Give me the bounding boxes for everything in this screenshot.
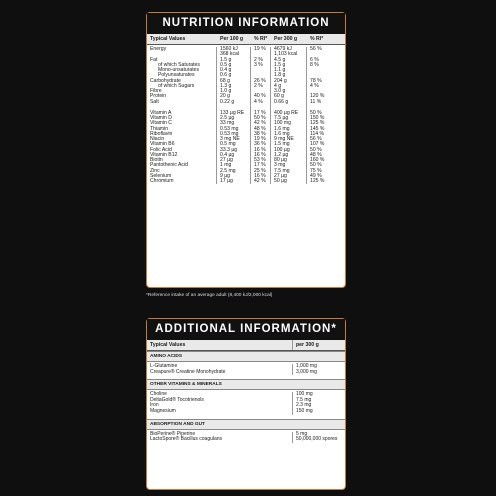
column-amount xyxy=(293,392,343,414)
nutrient-cell-label: Fibre xyxy=(150,88,162,94)
nutrient-cell-ri300: 120 % xyxy=(310,93,325,100)
nutrient-cell-p300: 3.0 g xyxy=(274,88,286,94)
nutrient-cell-ri100: 50 % xyxy=(254,115,266,121)
nutrition-title: NUTRITION INFORMATION xyxy=(147,13,345,34)
nutrient-cell-p300: 1.8 g xyxy=(274,72,286,79)
nutrient-cell-p100: 0.53 mg xyxy=(220,130,239,137)
nutrient-cell-ri100: 42 % xyxy=(254,120,266,127)
nutrient-cell-label: of which Saturates xyxy=(158,61,200,68)
nutrient-cell-p300: 4.5 g xyxy=(274,56,286,63)
ingredient-amount: 1,000 mg xyxy=(296,363,317,369)
nutrient-cell-p100: 20 g xyxy=(220,93,230,100)
nutrient-cell-label: Selenium xyxy=(150,172,172,179)
nutrient-cell-p100: 2.5 µg xyxy=(220,115,235,121)
nutrient-cell-ri100: 16 % xyxy=(254,146,266,153)
ingredient-amount: 5 mg xyxy=(296,430,308,437)
nutrient-cell-label: Vitamin C xyxy=(150,120,172,127)
nutrient-cell-p300: 1.5 g xyxy=(274,61,286,68)
nutrient-cell-ri100: 25 % xyxy=(254,167,266,174)
nutrient-cell-ri300: 125 % xyxy=(310,178,325,184)
nutrient-cell-p100: 33.3 µg xyxy=(220,146,238,153)
nutrient-cell-p300: 1.2 µg xyxy=(274,151,289,158)
nutrient-cell-p100: 0.53 mg xyxy=(220,125,239,132)
column-ingredient xyxy=(147,392,293,414)
nutrient-cell-ri300: 56 % xyxy=(310,136,322,142)
column-ri-100 xyxy=(251,47,271,184)
ingredient-amount: 100 mg xyxy=(296,391,313,398)
column-ri-300 xyxy=(307,47,327,184)
nutrient-cell-p100: 0.22 g xyxy=(220,98,235,105)
additional-panel xyxy=(146,318,346,490)
column-per-300g xyxy=(271,47,307,184)
nutrient-cell-ri300: 78 % xyxy=(310,77,322,84)
nutrient-cell-p100: 27 µg xyxy=(220,157,233,163)
nutrient-cell-ri100: 4 % xyxy=(254,98,263,105)
nutrient-cell-p300: 100 mg xyxy=(274,120,291,127)
nutrient-cell-p100: 9 µg xyxy=(220,172,231,179)
nutrient-cell-p300: 60 g xyxy=(274,93,284,100)
ingredient-label: BioPerine® Piperine xyxy=(150,430,196,437)
nutrient-cell-label: Biotin xyxy=(150,157,163,163)
nutrient-cell-ri300: 125 % xyxy=(310,120,325,127)
nutrient-cell-ri300: 50 % xyxy=(310,146,322,153)
nutrient-cell-label: Vitamin D xyxy=(150,115,172,121)
nutrient-cell-p100: 68 g xyxy=(220,77,230,84)
nutrient-cell-p300: 4 g xyxy=(274,82,282,89)
nutrient-cell-p300: 1.6 mg xyxy=(274,125,290,132)
nutrient-cell-p300: 400 µg RE xyxy=(274,109,299,116)
nutrient-cell-ri100: 16 % xyxy=(254,172,266,179)
nutrition-panel xyxy=(146,12,346,288)
nutrient-cell-p300: 7.5 µg xyxy=(274,115,289,121)
nutrient-cell-ri100: 42 % xyxy=(254,178,266,184)
ingredient-amount: 150 mg xyxy=(296,407,313,414)
nutrient-cell-p100: 1.3 g xyxy=(220,82,232,89)
ingredient-label: Iron xyxy=(150,402,159,409)
nutrient-cell-p100: 0.5 mg xyxy=(220,141,236,148)
nutrient-cell-p100: 1.0 g xyxy=(220,88,232,94)
header-per-100g: Per 100 g xyxy=(220,36,244,42)
nutrient-cell-p100: 1 mg xyxy=(220,162,232,169)
nutrient-cell-ri100: 48 % xyxy=(254,125,266,132)
nutrient-cell-p300: 1.6 mg xyxy=(274,130,290,137)
ingredient-label: L-Glutamine xyxy=(150,363,178,369)
nutrient-cell-ri300: 50 % xyxy=(310,162,322,169)
nutrient-cell-p100: 0.5 g xyxy=(220,61,232,68)
nutrient-cell-ri300: 49 % xyxy=(310,172,322,179)
ingredient-label: Creapure® Creatine Monohydrate xyxy=(150,368,226,375)
nutrient-cell-label: Pantothenic Acid xyxy=(150,162,188,169)
reference-intake-footnote: *Reference intake of an average adult (8,400 kJ/2,000 kcal) xyxy=(146,293,273,298)
column-ingredient xyxy=(147,432,293,443)
nutrient-cell-label: Fat xyxy=(150,56,158,63)
nutrient-cell-ri300: 8 % xyxy=(310,61,319,68)
nutrient-cell-ri300: 114 % xyxy=(310,130,325,137)
nutrient-cell-ri300: 160 % xyxy=(310,157,325,163)
ingredient-label: Choline xyxy=(150,391,167,398)
nutrient-cell-label: Chromium xyxy=(150,178,174,184)
nutrient-cell-p300: 1,103 kcal xyxy=(274,51,298,58)
nutrient-cell-ri300: 6 % xyxy=(310,56,319,63)
nutrient-cell-p300: 4679 kJ xyxy=(274,46,292,52)
section-header: OTHER VITAMINS & MINERALS xyxy=(147,379,345,390)
nutrition-table-body xyxy=(147,45,345,184)
nutrient-cell-ri100: 36 % xyxy=(254,141,266,148)
nutrient-cell-ri100: 17 % xyxy=(254,109,266,116)
column-amount xyxy=(293,364,343,375)
ingredient-label: Magnesium xyxy=(150,407,176,414)
nutrient-cell-ri300: 50 % xyxy=(310,109,322,116)
column-per-100g xyxy=(217,47,251,184)
nutrient-cell-label: Polyunsaturates xyxy=(158,72,195,79)
nutrient-cell-label: Salt xyxy=(150,98,159,105)
nutrient-cell-ri100: 40 % xyxy=(254,93,266,100)
header-per-300g: Per 300 g xyxy=(274,36,298,42)
nutrient-cell-p100: 368 kcal xyxy=(220,51,239,58)
header-typical-values: Typical Values xyxy=(147,340,293,350)
nutrient-cell-ri100: 53 % xyxy=(254,157,266,163)
nutrient-cell-p300: 0.66 g xyxy=(274,98,289,105)
nutrient-cell-ri300: 56 % xyxy=(310,46,322,52)
nutrient-cell-ri100: 2 % xyxy=(254,56,263,63)
nutrient-cell-label: Riboflavin xyxy=(150,130,173,137)
nutrient-cell-p300: 27 µg xyxy=(274,172,287,179)
additional-header-row xyxy=(147,340,345,351)
nutrient-cell-p100: 17 µg xyxy=(220,178,233,184)
nutrient-cell-ri300: 48 % xyxy=(310,151,322,158)
ingredient-amount: 2.3 mg xyxy=(296,402,312,409)
nutrient-cell-label: Niacin xyxy=(150,136,165,142)
ingredient-amount: 50,000,000 spores xyxy=(296,436,338,443)
nutrient-cell-p300: 50 µg xyxy=(274,178,287,184)
column-amount xyxy=(293,432,343,443)
nutrient-cell-label: Energy xyxy=(150,46,167,52)
nutrient-cell-ri100: 38 % xyxy=(254,130,266,137)
nutrient-cell-ri100: 26 % xyxy=(254,77,266,84)
nutrient-cell-ri300: 11 % xyxy=(310,98,322,105)
nutrient-cell-p300: 1.5 mg xyxy=(274,141,290,148)
additional-sections xyxy=(147,351,345,447)
nutrient-cell-ri300: 4 % xyxy=(310,82,319,89)
header-per-300g: per 300 g xyxy=(296,342,319,348)
nutrient-cell-p300: 1.1 g xyxy=(274,67,286,73)
nutrient-cell-p100: 33 mg xyxy=(220,120,235,127)
nutrient-cell-p300: 7.5 mg xyxy=(274,167,290,174)
nutrient-cell-label: Carbohydrate xyxy=(150,77,181,84)
nutrient-cell-label: Vitamin B6 xyxy=(150,141,175,148)
nutrient-cell-p100: 0.4 µg xyxy=(220,151,235,158)
nutrient-cell-p300: 100 µg xyxy=(274,146,290,153)
section-items xyxy=(147,430,345,447)
ingredient-label: DeltaGold® Tocotrienols xyxy=(150,396,204,403)
nutrient-cell-ri100: 3 % xyxy=(254,61,263,68)
section-items xyxy=(147,390,345,418)
nutrient-cell-p100: 1.5 g xyxy=(220,56,232,63)
ingredient-amount: 7.5 mg xyxy=(296,396,312,403)
nutrient-cell-label: Folic Acid xyxy=(150,146,172,153)
nutrient-cell-ri100: 19 % xyxy=(254,46,266,52)
nutrient-cell-p300: 3 mg xyxy=(274,162,286,169)
nutrient-cell-ri300: 75 % xyxy=(310,167,322,174)
nutrient-cell-label: Thiamin xyxy=(150,125,169,132)
nutrient-cell-p100: 0.4 g xyxy=(220,67,232,73)
nutrient-cell-p100: 3 mg NE xyxy=(220,136,240,142)
nutrient-cell-label: of which Sugars xyxy=(158,82,195,89)
column-ingredient xyxy=(147,364,293,375)
nutrient-cell-label: Vitamin B12 xyxy=(150,151,178,158)
nutrient-cell-ri100: 2 % xyxy=(254,82,263,89)
nutrient-cell-label: Zinc xyxy=(150,167,160,174)
ingredient-label: LactoSpore® Bacillus coagulans xyxy=(150,436,223,443)
nutrient-cell-p100: 133 µg RE xyxy=(220,109,245,116)
nutrient-cell-ri100: 19 % xyxy=(254,136,266,142)
nutrient-cell-ri300: 107 % xyxy=(310,141,325,148)
nutrient-cell-p300: 9 mg NE xyxy=(274,136,294,142)
nutrient-cell-ri300: 145 % xyxy=(310,125,325,132)
nutrient-cell-p100: 1560 kJ xyxy=(220,46,238,52)
nutrient-cell-p300: 204 g xyxy=(274,77,287,84)
section-header: AMINO ACIDS xyxy=(147,351,345,362)
nutrient-cell-p100: 0.6 g xyxy=(220,72,232,79)
nutrient-cell-label: Vitamin A xyxy=(150,109,172,116)
header-ri-100: % RI* xyxy=(254,36,268,42)
nutrient-cell-label: Mono-unsaturates xyxy=(158,67,200,73)
nutrient-cell-ri100: 16 % xyxy=(254,151,266,158)
nutrient-cell-ri100: 17 % xyxy=(254,162,266,169)
nutrient-cell-label: Protein xyxy=(150,93,167,100)
nutrient-cell-p300: 80 µg xyxy=(274,157,287,163)
nutrient-cell-p100: 2.5 mg xyxy=(220,167,236,174)
ingredient-amount: 3,000 mg xyxy=(296,368,317,375)
header-typical-values: Typical Values xyxy=(150,36,186,42)
section-header: ABSORPTION AND GUT xyxy=(147,419,345,430)
section-items xyxy=(147,362,345,379)
additional-title: ADDITIONAL INFORMATION* xyxy=(147,319,345,340)
nutrient-cell-ri300: 150 % xyxy=(310,115,325,121)
header-ri-300: % RI* xyxy=(310,36,324,42)
column-nutrient xyxy=(147,47,217,184)
nutrition-header-row xyxy=(147,34,345,45)
